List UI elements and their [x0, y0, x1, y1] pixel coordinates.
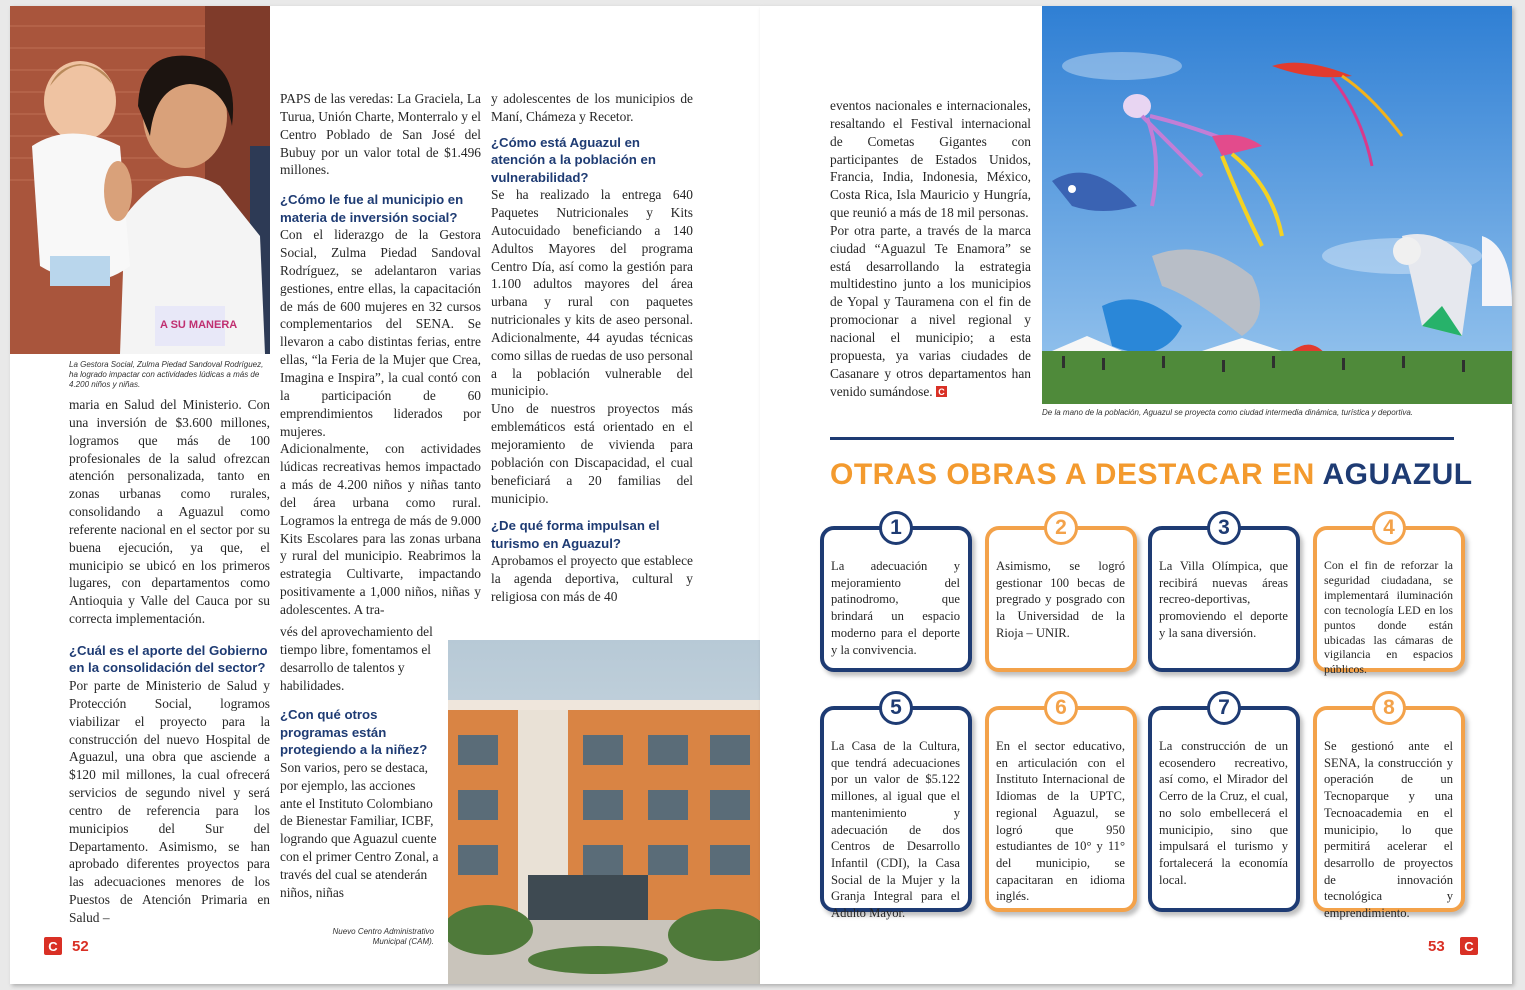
- card-number-badge: 2: [1044, 511, 1078, 545]
- left-page: [10, 6, 760, 984]
- right-page: [760, 6, 1512, 984]
- kite-festival-caption: De la mano de la población, Aguazul se proyecta como ciudad intermedia dinámica, turística y deportiva.: [1042, 408, 1414, 417]
- card-number-badge: 6: [1044, 691, 1078, 725]
- card-text: La adecuación y mejoramiento del patinodromo, que brindará un espacio moderno para el deporte y la convivencia.: [831, 559, 960, 657]
- left-column-2: [280, 90, 481, 619]
- card-number-badge: 1: [879, 511, 913, 545]
- paragraph: Uno de nuestros proyectos más emblemáticos está orientado en el mejoramiento de vivienda para población con Discapacidad, el cual beneficiará a 20 familias del municipio.: [491, 401, 693, 506]
- interview-question: ¿Cómo está Aguazul en atención a la población en vulnerabilidad?: [491, 134, 656, 185]
- paragraph: vés del aprovechamiento del tiempo libre, fomentamos el desarrollo de talentos y habilidades.: [280, 624, 433, 693]
- heading-part-1: OTRAS OBRAS A DESTACAR EN: [830, 458, 1315, 491]
- paragraph: Se ha realizado la entrega 640 Paquetes Nutricionales y Kits Autocuidado beneficiando a 140 Adultos Mayores del programa Centro Día, así como la gestión para 1.100 adultos mayores del área urbana y rural con paquetes nutricionales y kits de aseo personal. Adicionalmente, 44 ayudas técnicas como sillas de ruedas de uso personal a la población vulnerable del municipio.: [491, 187, 693, 399]
- left-column-2-lower: [280, 623, 439, 902]
- interview-question: ¿De qué forma impulsan el turismo en Aguazul?: [491, 518, 660, 551]
- paragraph: eventos nacionales e internacionales, resaltando el Festival internacional de Cometas Gigantes con participantes de Estados Unidos, Francia, India, Indonesia, México, Costa Rica, Isla Mauricio y Hungría, que reunió a más de 18 mil personas.: [830, 98, 1031, 221]
- project-card-1: [820, 516, 972, 672]
- paragraph: Por otra parte, a través de la marca ciudad “Aguazul Te Enamora” se está desarrollando la estrategia multidestino junto a los municipios de Yopal y Tauramena con el fin de promocionar a nivel regional y nacional el municipio; a esta propuesta, ya varias ciudades de Casanare y otros departamentos han venido sumándose. C: [830, 222, 1031, 399]
- section-divider: [830, 437, 1454, 440]
- svg-text:C: C: [48, 939, 58, 954]
- card-text: Con el fin de reforzar la seguridad ciudadana, se implementará iluminación con tecnología LED en los puntos donde están ubicadas las cámaras de vigilancia en espacios públicos.: [1324, 558, 1453, 677]
- gestora-social-caption: La Gestora Social, Zulma Piedad Sandoval Rodríguez, ha logrado impactar con actividades lúdicas a más de 4.200 niños y niñas.: [69, 360, 264, 389]
- paragraph: Adicionalmente, con actividades lúdicas recreativas hemos impactado a más de 4.200 niños y niñas tanto del área urbana como rural. Logramos la entrega de más de 9.000 Kits Escolares para las zonas urbana y rural del municipio. Reabrimos la estrategia Cultivarte, impactando positivamente a 1,000 niños, niñas y adolescentes. A tra-: [280, 441, 481, 617]
- card-text: Se gestionó ante el SENA, la construcción y operación de un Tecnoparque y una Tecnoacademia en el municipio, lo que permitirá acelerar el desarrollo de proyectos de innovación tecnológica y emprendimiento.: [1324, 739, 1453, 921]
- paragraph: Aprobamos el proyecto que establece la agenda deportiva, cultural y religiosa con más de 40: [491, 553, 693, 605]
- card-number-badge: 8: [1372, 691, 1406, 725]
- project-card-3: [1148, 516, 1300, 672]
- project-card-7: [1148, 696, 1300, 912]
- interview-question: ¿Cuál es el aporte del Gobierno en la consolidación del sector?: [69, 642, 268, 676]
- magazine-logo-icon: [44, 937, 62, 955]
- project-card-4: [1313, 516, 1465, 677]
- heading-part-2: AGUAZUL: [1322, 458, 1473, 491]
- section-heading: [830, 458, 1473, 492]
- project-card-6: [985, 696, 1137, 912]
- paragraph: Son varios, pero se destaca, por ejemplo, las acciones ante el Instituto Colombiano de Bienestar Familiar, ICBF, logrando que Aguazul cuente con el primer Centro Zonal, a través del cual se atenderán niños, niñas: [280, 759, 439, 900]
- right-column-1: [830, 97, 1031, 400]
- paragraph: y adolescentes de los municipios de Maní, Chámeza y Recetor.: [491, 91, 693, 124]
- card-text: La Casa de la Cultura, que tendrá adecuaciones por un valor de $5.122 millones, al igual que el mantenimiento y adecuación de dos Centros de Desarrollo Infantil (CDI), la Casa Social de la Mujer y la Granja Integral para el Adulto Mayor.: [831, 739, 960, 921]
- project-card-8: [1313, 696, 1465, 921]
- card-text: La Villa Olímpica, que recibirá nuevas áreas recreo-deportivas, promoviendo el deporte y la sana diversión.: [1159, 559, 1288, 640]
- svg-text:C: C: [938, 386, 945, 397]
- page-number: 52: [72, 938, 89, 955]
- project-card-2: [985, 516, 1137, 672]
- card-text: La construcción de un ecosendero recreativo, así como, el Mirador del Cerro de la Cruz, el cual, no solo embellecerá el municipio, sino que impulsará el turismo y fortalecerá la economía local.: [1159, 739, 1288, 887]
- interview-question: ¿Cómo le fue al municipio en materia de inversión social?: [280, 192, 464, 225]
- magazine-logo-icon: [1460, 937, 1478, 955]
- page-number: 53: [1428, 938, 1445, 955]
- paragraph: Con el liderazgo de la Gestora Social, Zulma Piedad Sandoval Rodríguez, se adelantaron varias gestiones, entre ellas, la capacitación de más de 600 mujeres en 32 cursos complementarios del SENA. Se llevaron a cabo distintas ferias, entre ellas, “la Feria de la Mujer que Crea, Imagina e Inspira”, la cual contó con la participación de 60 emprendimientos liderados por mujeres.: [280, 227, 481, 439]
- card-text: En el sector educativo, en articulación con el Instituto Internacional de Idiomas de la UPTC, regional Aguazul, se logró que 950 estudiantes de 10° y 11° del municipio, se capacitaran en idioma inglés.: [996, 739, 1125, 904]
- gestora-social-photo: [10, 6, 270, 354]
- svg-text:A SU MANERA: A SU MANERA: [160, 319, 238, 331]
- left-column-3: [491, 90, 693, 606]
- card-number-badge: 4: [1372, 511, 1406, 545]
- kite-festival-photo: [1042, 6, 1512, 404]
- card-number-badge: 3: [1207, 511, 1241, 545]
- left-column-1: [69, 396, 270, 927]
- card-number-badge: 7: [1207, 691, 1241, 725]
- cam-building-photo: [448, 640, 760, 984]
- end-mark-icon: [936, 386, 947, 397]
- paragraph: maria en Salud del Ministerio. Con una inversión de $3.600 millones, logramos que más de 100 profesionales de la salud ofrezcan atención personalizada, tanto en zonas urbanas como rurales, consolidando a Aguazul como referente nacional en el sector por su buena ejecución, ya que, el municipio se ubicó en los primeros lugares, con departamentos como Antioquia y Valle del Cauca por su correcta implementación.: [69, 397, 270, 627]
- card-number-badge: 5: [879, 691, 913, 725]
- project-card-5: [820, 696, 972, 921]
- paragraph: PAPS de las veredas: La Graciela, La Turua, Unión Charte, Monterralo y el Centro Poblado de San José del Bubuy por un valor total de $1.496 millones.: [280, 91, 481, 178]
- cam-building-caption: Nuevo Centro Administrativo Municipal (CAM).: [332, 927, 434, 946]
- interview-question: ¿Con qué otros programas están protegiendo a la niñez?: [280, 707, 428, 758]
- paragraph: Por parte de Ministerio de Salud y Protección Social, logramos viabilizar el proyecto para la construcción del nuevo Hospital de Aguazul, una obra que asciende a $120 mil millones, la cual ofrecerá servicios de segundo nivel y será centro de referencia para los municipios del Sur del Departamento. Asimismo, se han aprobado diferentes proyectos para las adecuaciones menores de los Puestos de Atención Primaria en Salud –: [69, 677, 270, 925]
- svg-text:C: C: [1464, 939, 1474, 954]
- card-text: Asimismo, se logró gestionar 100 becas de pregrado y posgrado con la Universidad de la Rioja – UNIR.: [996, 559, 1125, 640]
